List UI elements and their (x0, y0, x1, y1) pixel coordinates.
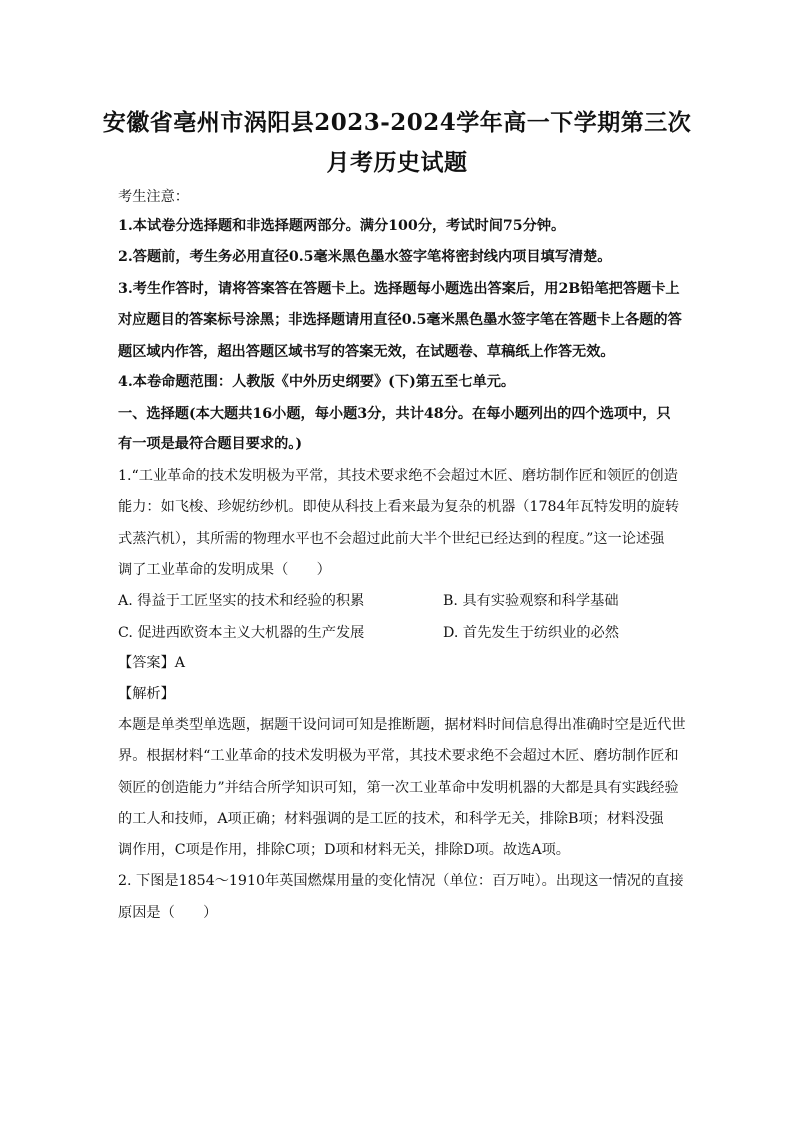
notice-line-1: 1.本试卷分选择题和非选择题两部分。满分100分，考试时间75分钟。 (118, 218, 566, 234)
q1-option-b: B. 具有实验观察和科学基础 (443, 593, 619, 609)
q2-stem-line-1: 2. 下图是1854～1910年英国燃煤用量的变化情况（单位：百万吨）。出现这一情况的直接 (118, 873, 684, 889)
notice-line-3: 3.考生作答时，请将答案答在答题卡上。选择题每小题选出答案后，用2B铅笔把答题卡上 (118, 281, 680, 297)
q1-option-a: A. 得益于工匠坚实的技术和经验的积累 (118, 593, 365, 609)
q1-analysis-line-2: 界。根据材料“工业革命的技术发明极为平常，其技术要求绝不会超过木匠、磨坊制作匠和 (118, 748, 679, 764)
document-title-line-2: 月考历史试题 (326, 149, 468, 176)
section-heading-line-2: 有一项是最符合题目要求的。) (118, 436, 303, 452)
q1-option-d: D. 首先发生于纺织业的必然 (443, 625, 619, 641)
q1-stem-line-3: 式蒸汽机），其所需的物理水平也不会超过此前大半个世纪已经达到的程度。”这一论述强 (118, 531, 665, 547)
document-title-line-1: 安徽省亳州市涡阳县2023-2024学年高一下学期第三次 (102, 109, 692, 136)
section-heading-line-1: 一、选择题(本大题共16小题，每小题3分，共计48分。在每小题列出的四个选项中，只 (118, 406, 671, 422)
q1-stem-line-1: 1.“工业革命的技术发明极为平常，其技术要求绝不会超过木匠、磨坊制作匠和领匠的创造 (118, 468, 678, 484)
notice-heading: 考生注意： (118, 189, 189, 205)
q1-analysis-line-5: 调作用，C项是作用，排除C项；D项和材料无关，排除D项。故选A项。 (118, 842, 570, 858)
q1-stem-line-2: 能力：如飞梭、珍妮纺纱机。即使从科技上看来最为复杂的机器（1784年瓦特发明的旋转 (118, 499, 680, 515)
notice-line-4: 对应题目的答案标号涂黑；非选择题请用直径0.5毫米黑色墨水签字笔在答题卡上各题的答 (118, 312, 682, 328)
q1-analysis-line-3: 领匠的创造能力”并结合所学知识可知，第一次工业革命中发明机器的大都是具有实践经验 (118, 780, 679, 796)
q1-stem-line-4: 调了工业革命的发明成果（ ） (118, 562, 331, 578)
q1-analysis-heading: 【解析】 (118, 686, 175, 702)
notice-line-5: 题区域内作答，超出答题区域书写的答案无效，在试题卷、草稿纸上作答无效。 (118, 344, 615, 360)
notice-line-2: 2.答题前，考生务必用直径0.5毫米黑色墨水签字笔将密封线内项目填写清楚。 (118, 249, 612, 265)
q1-answer: 【答案】A (118, 655, 185, 671)
q1-analysis-line-4: 的工人和技师，A项正确；材料强调的是工匠的技术，和科学无关，排除B项；材料没强 (118, 811, 664, 827)
q1-option-c: C. 促进西欧资本主义大机器的生产发展 (118, 625, 365, 641)
notice-line-6: 4.本卷命题范围：人教版《中外历史纲要》(下)第五至七单元。 (118, 374, 516, 390)
q2-stem-line-2: 原因是（ ） (118, 905, 218, 921)
q1-analysis-line-1: 本题是单类型单选题，据题干设问词可知是推断题，据材料时间信息得出准确时空是近代世 (118, 717, 686, 733)
